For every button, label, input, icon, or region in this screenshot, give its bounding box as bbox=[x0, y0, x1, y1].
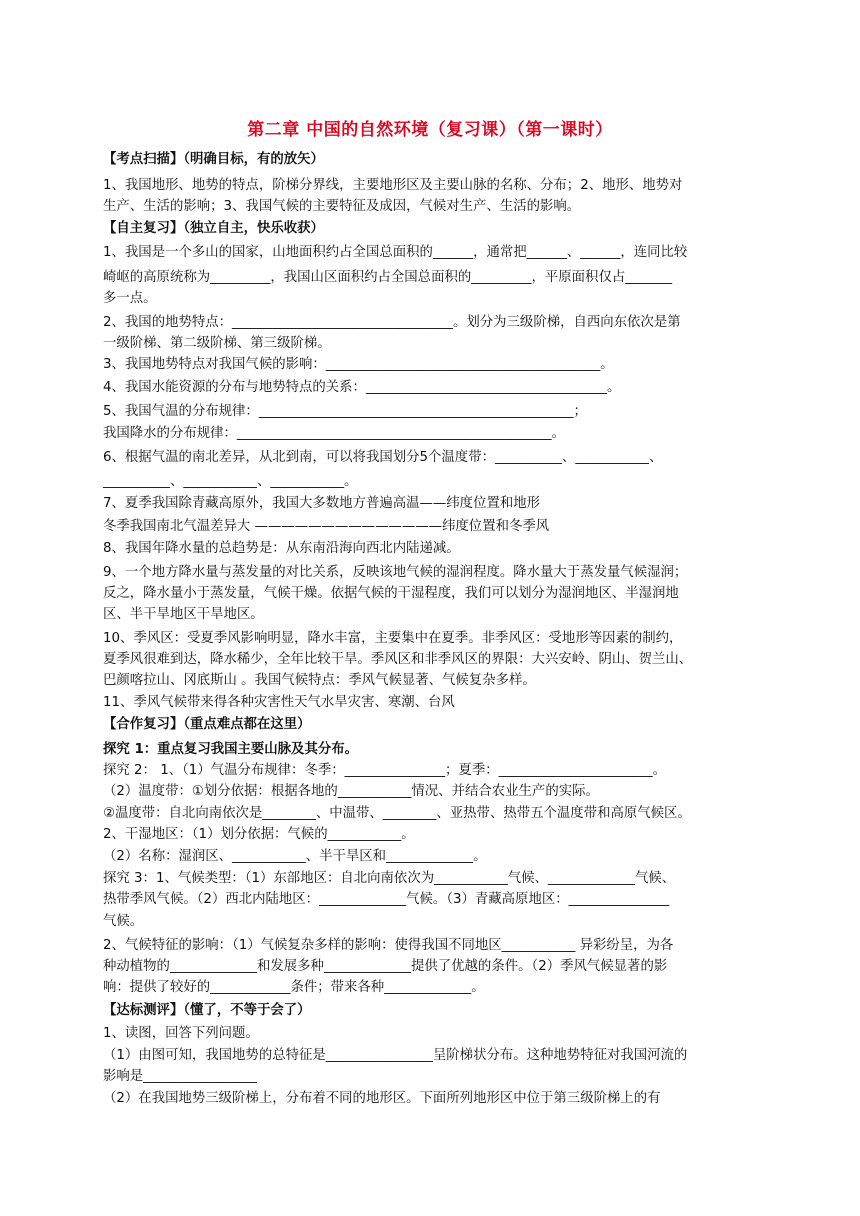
text-line: 2、干湿地区：（1）划分依据：气候的___________。 bbox=[103, 827, 415, 842]
text-line: 9、一个地方降水量与蒸发量的对比关系，反映该地气候的湿润程度。降水量大于蒸发量气候湿润； bbox=[103, 565, 688, 580]
text-line: 4、我国水能资源的分布与地势特点的关系：____________________________________。 bbox=[103, 380, 621, 395]
text-line: 种动植物的_____________和发展多种_____________提供了优越的条件。（2）季风气候显著的影 bbox=[103, 959, 668, 974]
section-heading: 【合作复习】（重点难点都在这里） bbox=[103, 717, 311, 732]
text-line: 气候。 bbox=[103, 914, 144, 929]
text-line: 探究 3：1、气候类型：（1）东部地区：自北向南依次为___________气候、_____________气候、 bbox=[103, 871, 676, 886]
text-line: 生产、生活的影响；3、我国气候的主要特征及成因，气候对生产、生活的影响。 bbox=[103, 199, 581, 214]
text-line: 一级阶梯、第二级阶梯、第三级阶梯。 bbox=[103, 336, 331, 351]
text-line: 响：提供了较好的____________条件；带来各种_____________。 bbox=[103, 980, 485, 995]
text-line: 区、半干旱地区干旱地区。 bbox=[103, 607, 264, 622]
page-title: 第二章 中国的自然环境（复习课）（第一课时） bbox=[247, 120, 613, 140]
text-line: （2）名称：湿润区、___________、半干旱区和_____________。 bbox=[103, 849, 487, 864]
text-line: （2）温度带：①划分依据：根据各地的___________情况、并结合农业生产的实际。 bbox=[103, 784, 599, 799]
text-line: 巴颜喀拉山、冈底斯山 。我国气候特点：季风气候显著、气候复杂多样。 bbox=[103, 673, 536, 688]
text-line: （2）在我国地势三级阶梯上，分布着不同的地形区。下面所列地形区中位于第三级阶梯上的有 bbox=[103, 1091, 661, 1106]
text-line: 多一点。 bbox=[103, 291, 157, 306]
text-line: 夏季风很难到达，降水稀少，全年比较干旱。季风区和非季风区的界限：大兴安岭、阴山、贺兰山、 bbox=[103, 652, 693, 667]
text-line: 我国降水的分布规律：_______________________________________________。 bbox=[103, 426, 565, 441]
text-line: 2、气候特征的影响：（1）气候复杂多样的影响：使得我国不同地区___________ 异彩纷呈，为各 bbox=[103, 938, 674, 953]
text-line: 反之，降水量小于蒸发量，气候干燥。依据气候的干湿程度，我们可以划分为湿润地区、半湿润地 bbox=[103, 586, 679, 601]
text-line: 1、读图，回答下列问题。 bbox=[103, 1026, 259, 1041]
section-heading: 【达标测评】（懂了，不等于会了） bbox=[103, 1003, 311, 1018]
text-line: ②温度带：自北向南依次是________、中温带、________、亚热带、热带五个温度带和高原气候区。 bbox=[103, 806, 691, 821]
section-heading: 【自主复习】（独立自主，快乐收获） bbox=[103, 221, 324, 236]
text-line: __________、___________、___________。 bbox=[103, 474, 358, 489]
section-heading: 【考点扫描】（明确目标，有的放矢） bbox=[103, 152, 324, 167]
text-line: 6、根据气温的南北差异，从北到南，可以将我国划分5个温度带：__________、___________、 bbox=[103, 450, 663, 465]
text-line: 1、我国地形、地势的特点，阶梯分界线，主要地形区及主要山脉的名称、分布；2、地形、地势对 bbox=[103, 178, 683, 193]
section-heading: 探究 1：重点复习我国主要山脉及其分布。 bbox=[103, 742, 359, 757]
text-line: 3、我国地势特点对我国气候的影响：_________________________________________。 bbox=[103, 357, 614, 372]
text-line: 7、夏季我国除青藏高原外，我国大多数地方普遍高温——纬度位置和地形 bbox=[103, 496, 541, 511]
text-line: （1）由图可知，我国地势的总特征是________________呈阶梯状分布。这种地势特征对我国河流的 bbox=[103, 1048, 688, 1063]
text-line: 5、我国气温的分布规律：_______________________________________________； bbox=[103, 404, 587, 419]
text-line: 热带季风气候。（2）西北内陆地区：_____________气候。（3）青藏高原地区：_______________ bbox=[103, 892, 670, 907]
text-line: 10、季风区：受夏季风影响明显，降水丰富，主要集中在夏季。非季风区：受地形等因素的制约， bbox=[103, 631, 683, 646]
text-line: 11、季风气候带来得各种灾害性天气水旱灾害、寒潮、台风 bbox=[103, 695, 455, 710]
text-line: 8、我国年降水量的总趋势是：从东南沿海向西北内陆递减。 bbox=[103, 541, 460, 556]
text-line: 2、我国的地势特点：_________________________________。划分为三级阶梯，自西向东依次是第 bbox=[103, 315, 681, 330]
text-line: 冬季我国南北气温差异大 ——————————————纬度位置和冬季风 bbox=[103, 519, 550, 534]
text-line: 影响是_________________ bbox=[103, 1069, 257, 1084]
text-line: 崎岖的高原统称为_________，我国山区面积约占全国总面积的_________，平原面积仅占_______ bbox=[103, 270, 673, 285]
text-line: 探究 2： 1、（1）气温分布规律：冬季：_______________；夏季：_______________________。 bbox=[103, 763, 666, 778]
text-line: 1、我国是一个多山的国家，山地面积约占全国总面积的______，通常把______、______，连同比较 bbox=[103, 245, 688, 260]
